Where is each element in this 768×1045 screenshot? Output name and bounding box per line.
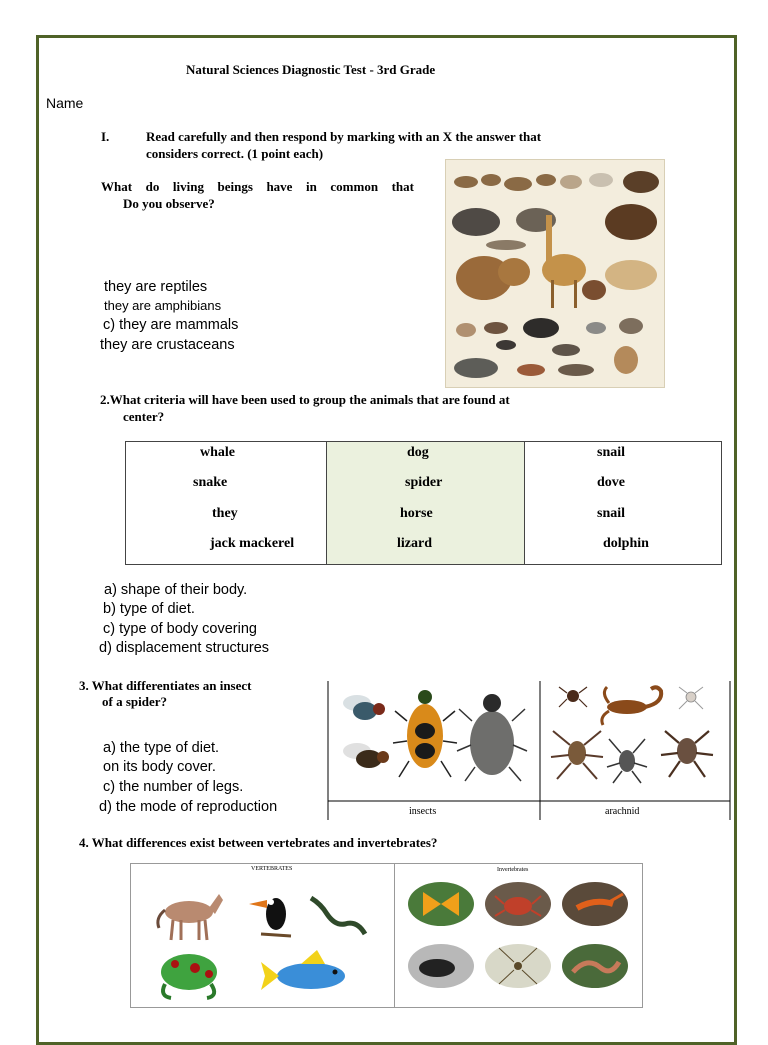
table-cell: whale — [200, 445, 235, 460]
q2-line-2: center? — [123, 409, 165, 424]
mammals-illustration — [445, 159, 665, 388]
table-cell: snail — [597, 506, 626, 521]
q1-line-2: Do you observe? — [123, 196, 215, 211]
q4-question: 4. What differences exist between vertebrates and invertebrates? — [79, 835, 438, 850]
fly-icon — [343, 695, 385, 720]
table-cell: spider — [405, 475, 443, 490]
q3-option: a) the type of diet. — [103, 740, 220, 756]
vertebrates-invertebrates-figure — [130, 863, 643, 1008]
mussel-icon — [408, 944, 474, 988]
table-cell: jack mackerel — [210, 536, 295, 551]
spider-icon — [485, 944, 551, 988]
q1-option: c) they are mammals — [103, 317, 239, 333]
q3-line-2: of a spider? — [102, 694, 167, 709]
q3-option: c) the number of legs. — [103, 779, 244, 795]
table-cell: snail — [597, 445, 626, 460]
snake-icon — [311, 898, 365, 934]
table-cell: lizard — [397, 536, 432, 551]
table-cell: dolphin — [603, 536, 649, 551]
scorpion-icon — [602, 687, 661, 725]
horse-icon — [158, 894, 223, 940]
beetle-icon — [393, 690, 457, 777]
spider-icon — [559, 687, 587, 707]
q1-line-1: What do living beings have in common that — [101, 179, 414, 194]
q3-option: d) the mode of reproduction — [99, 799, 278, 815]
spider-icon — [679, 687, 703, 709]
page-title: Natural Sciences Diagnostic Test - 3rd Grade — [186, 62, 436, 77]
q2-option: d) displacement structures — [99, 640, 270, 656]
insects-arachnids-figure — [327, 681, 733, 820]
beetle-icon — [457, 694, 527, 781]
table-column-right — [524, 442, 721, 564]
q2-option: a) shape of their body. — [104, 582, 248, 598]
worm-icon — [562, 944, 628, 988]
table-column-center — [326, 442, 524, 564]
spider-icon — [551, 731, 603, 779]
table-cell: snake — [193, 475, 228, 490]
name-label: Name — [46, 95, 84, 111]
invertebrates-label: Invertebrates — [497, 867, 529, 873]
table-column-left — [126, 442, 326, 564]
crayfish-icon — [562, 882, 628, 926]
crab-icon — [485, 882, 551, 926]
q2-option: c) type of body covering — [103, 621, 257, 637]
fly-icon — [343, 743, 389, 768]
instruction-line-2: considers correct. (1 point each) — [146, 146, 324, 161]
q2-option: b) type of diet. — [103, 601, 195, 617]
q3-option: on its body cover. — [103, 759, 216, 775]
q1-option: they are reptiles — [104, 279, 208, 295]
toucan-icon — [249, 898, 291, 936]
butterfly-icon — [408, 882, 474, 926]
table-cell: dog — [407, 445, 429, 460]
table-cell: dove — [597, 475, 625, 490]
table-cell: horse — [400, 506, 433, 521]
frog-icon — [161, 954, 217, 998]
q1-option: they are crustaceans — [100, 337, 235, 353]
spider-icon — [661, 731, 713, 777]
insects-label: insects — [409, 806, 437, 817]
q2-line-1: 2.What criteria will have been used to group the animals that are found at — [100, 392, 510, 407]
animal-groups-table — [125, 441, 722, 565]
fish-icon — [261, 950, 345, 990]
spider-icon — [607, 739, 647, 783]
arachnid-label: arachnid — [605, 806, 640, 817]
section-numeral: I. — [101, 129, 110, 144]
vertebrates-label: VERTEBRATES — [251, 866, 293, 872]
table-cell: they — [212, 506, 238, 521]
q1-option: they are amphibians — [104, 298, 222, 313]
q3-line-1: 3. What differentiates an insect — [79, 678, 252, 693]
instruction-line-1: Read carefully and then respond by marking with an X the answer that — [146, 129, 542, 144]
